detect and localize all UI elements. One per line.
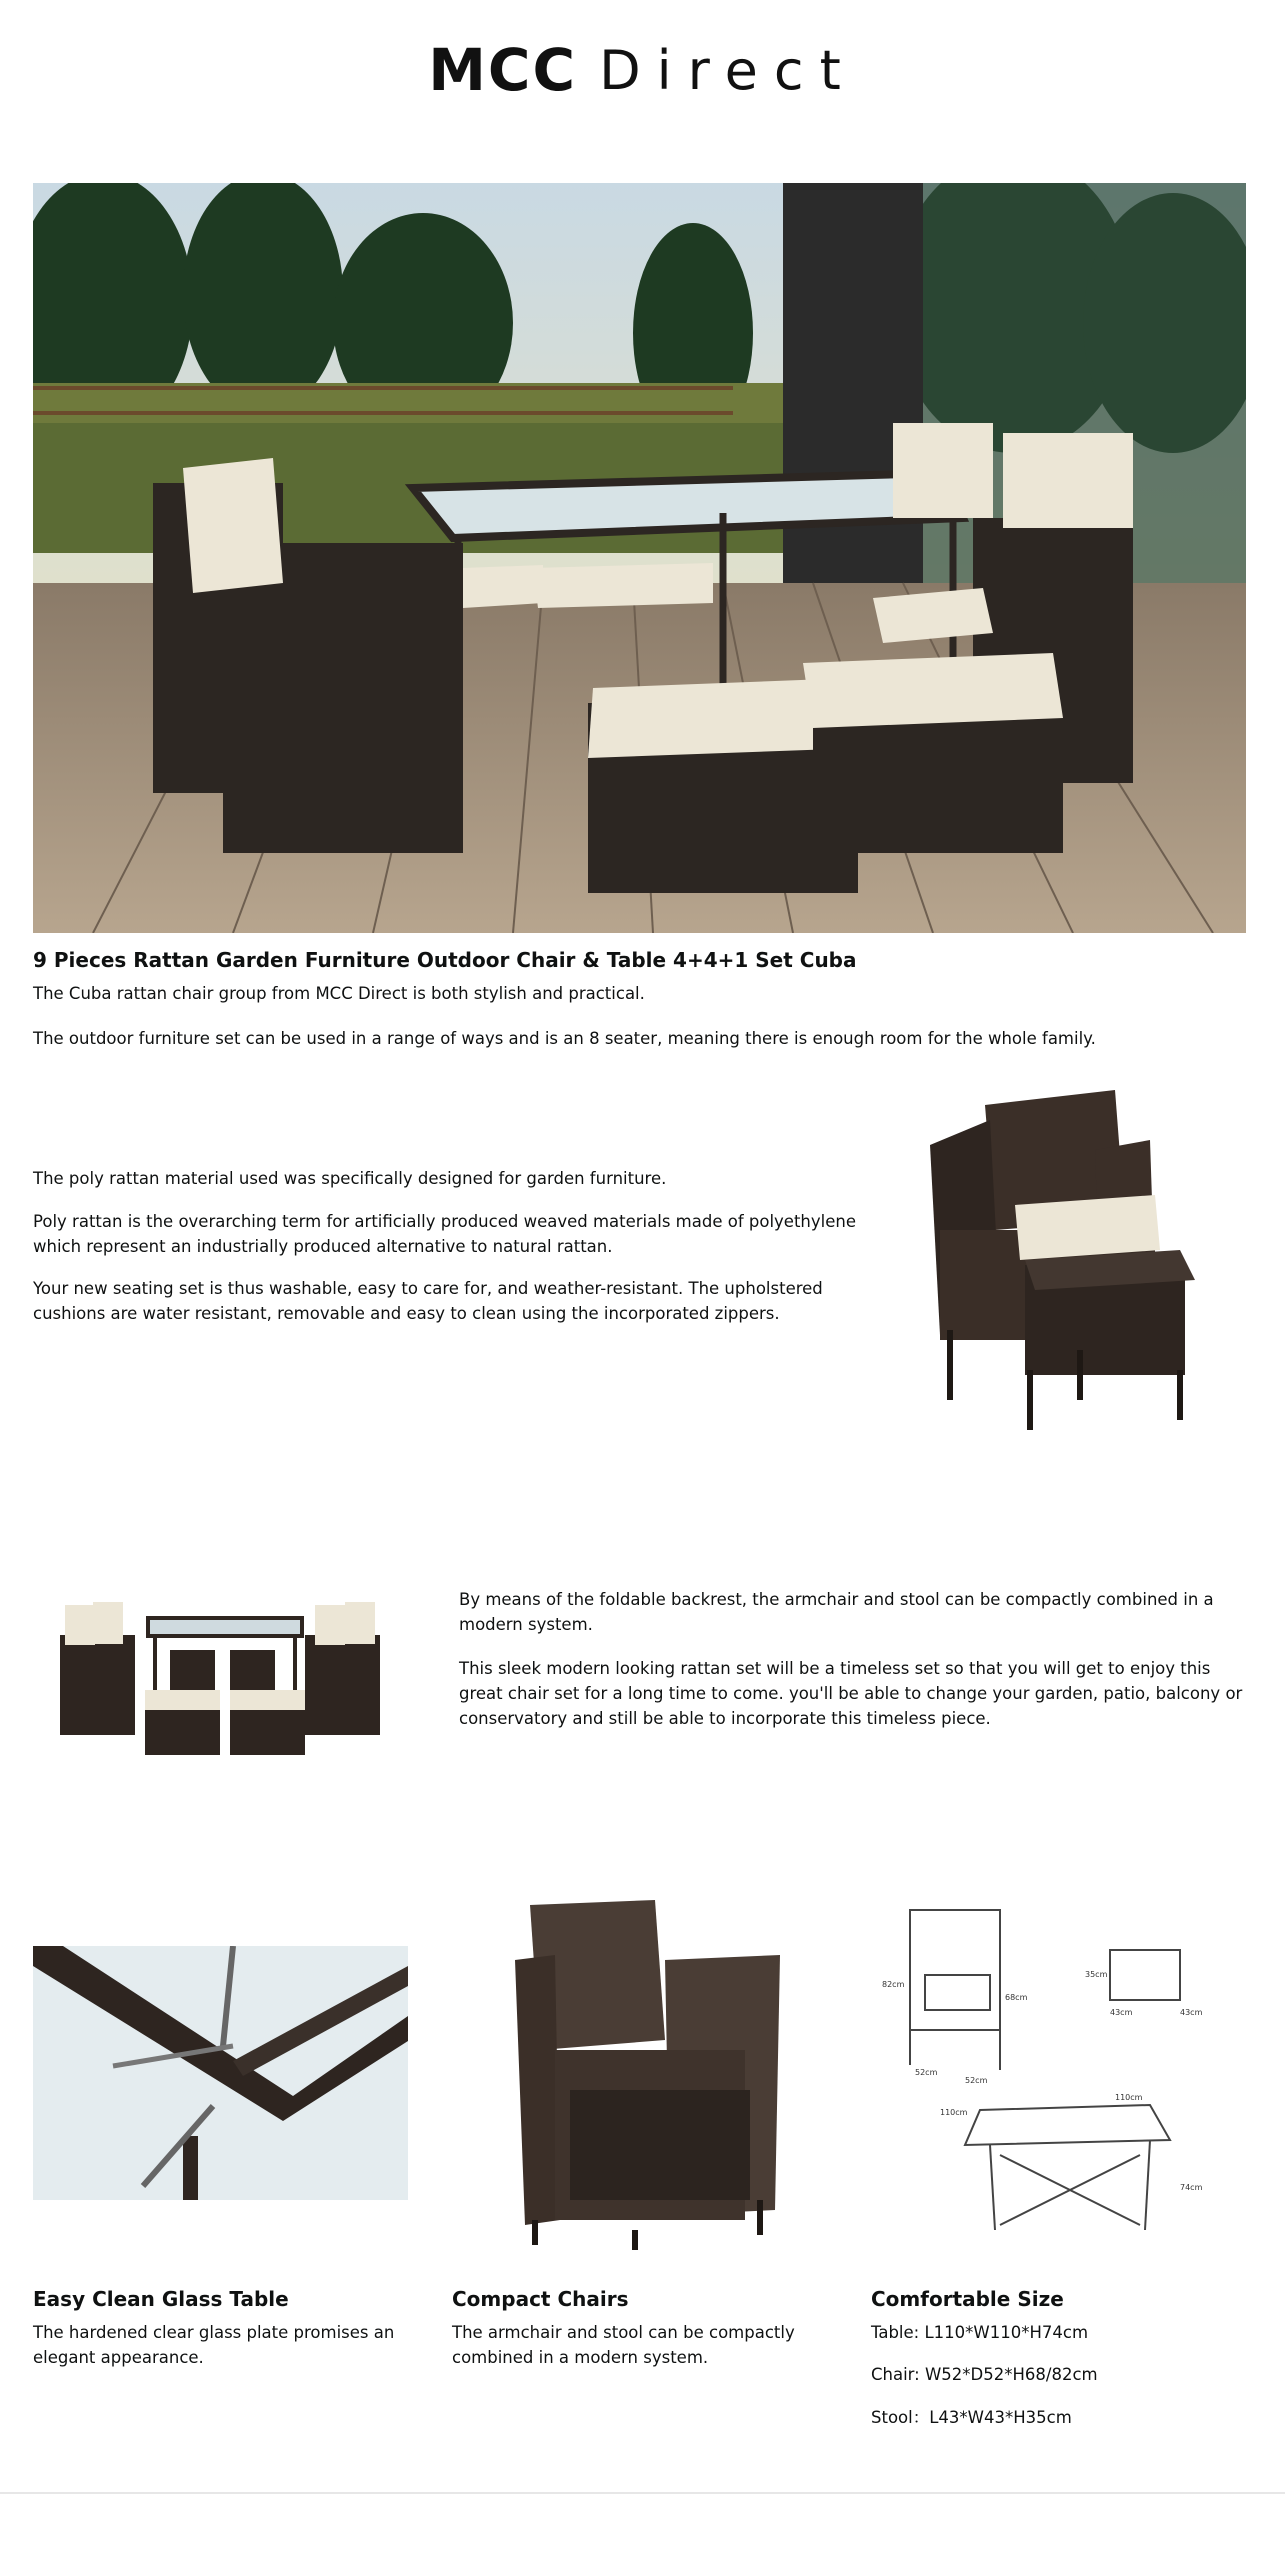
dim-stool-h: 35cm	[1085, 1970, 1108, 1979]
size-table: Table: L110*W110*H74cm	[871, 2323, 1089, 2342]
feature-title-compact-chairs: Compact Chairs	[452, 2287, 629, 2311]
size-chair: Chair: W52*D52*H68/82cm	[871, 2365, 1098, 2384]
dimension-diagram	[880, 1905, 1220, 2257]
set-overview-image	[60, 1590, 390, 1765]
dim-chair-d: 52cm	[915, 2068, 938, 2077]
foldable-paragraph-2: This sleek modern looking rattan set will be a timeless set so that you will get to enjoy this great chair set for a long time to come. you'll be able to change your garden, patio, balcony or conservatory and still be able to incorporate this timeless piece.	[459, 1659, 1243, 1728]
dim-chair-h1: 82cm	[882, 1980, 905, 1989]
product-title: 9 Pieces Rattan Garden Furniture Outdoor Chair & Table 4+4+1 Set Cuba	[33, 948, 857, 972]
foldable-paragraph-1: By means of the foldable backrest, the armchair and stool can be compactly combined in a modern system.	[459, 1590, 1214, 1634]
feature-text-glass-table: The hardened clear glass plate promises an elegant appearance.	[33, 2323, 395, 2367]
dim-table-w: 110cm	[1115, 2093, 1143, 2102]
dim-stool-l: 43cm	[1110, 2008, 1133, 2017]
size-stool: Stool：L43*W43*H35cm	[871, 2408, 1072, 2427]
hero-image	[33, 183, 1246, 933]
dim-chair-h2: 68cm	[1005, 1993, 1028, 2002]
material-paragraph-1: The poly rattan material used was specifically designed for garden furniture.	[33, 1169, 667, 1188]
dim-table-l: 110cm	[940, 2108, 968, 2117]
feature-text-compact-chairs: The armchair and stool can be compactly combined in a modern system.	[452, 2323, 795, 2367]
intro-paragraph-1: The Cuba rattan chair group from MCC Direct is both stylish and practical.	[33, 984, 645, 1003]
intro-paragraph-2: The outdoor furniture set can be used in a range of ways and is an 8 seater, meaning there is enough room for the whole family.	[33, 1029, 1096, 1048]
logo-mark: MCC	[428, 36, 578, 104]
dim-chair-w: 52cm	[965, 2076, 988, 2085]
material-paragraph-2: Poly rattan is the overarching term for artificially produced weaved materials made of polyethylene which represent an industrially produced alternative to natural rattan.	[33, 1212, 856, 1256]
chair-stool-image	[925, 1080, 1215, 1440]
footer-divider	[0, 2492, 1285, 2494]
feature-title-comfortable-size: Comfortable Size	[871, 2287, 1064, 2311]
brand-logo	[0, 36, 1285, 104]
feature-title-glass-table: Easy Clean Glass Table	[33, 2287, 289, 2311]
dim-stool-w: 43cm	[1180, 2008, 1203, 2017]
glass-table-image	[33, 1946, 408, 2200]
dim-table-h: 74cm	[1180, 2183, 1203, 2192]
material-paragraph-3: Your new seating set is thus washable, easy to care for, and weather-resistant. The upholstered cushions are water resistant, removable and easy to clean using the incorporated zippers.	[33, 1279, 823, 1323]
logo-wordmark: Direct	[599, 38, 857, 102]
compact-chair-image	[515, 1900, 785, 2250]
